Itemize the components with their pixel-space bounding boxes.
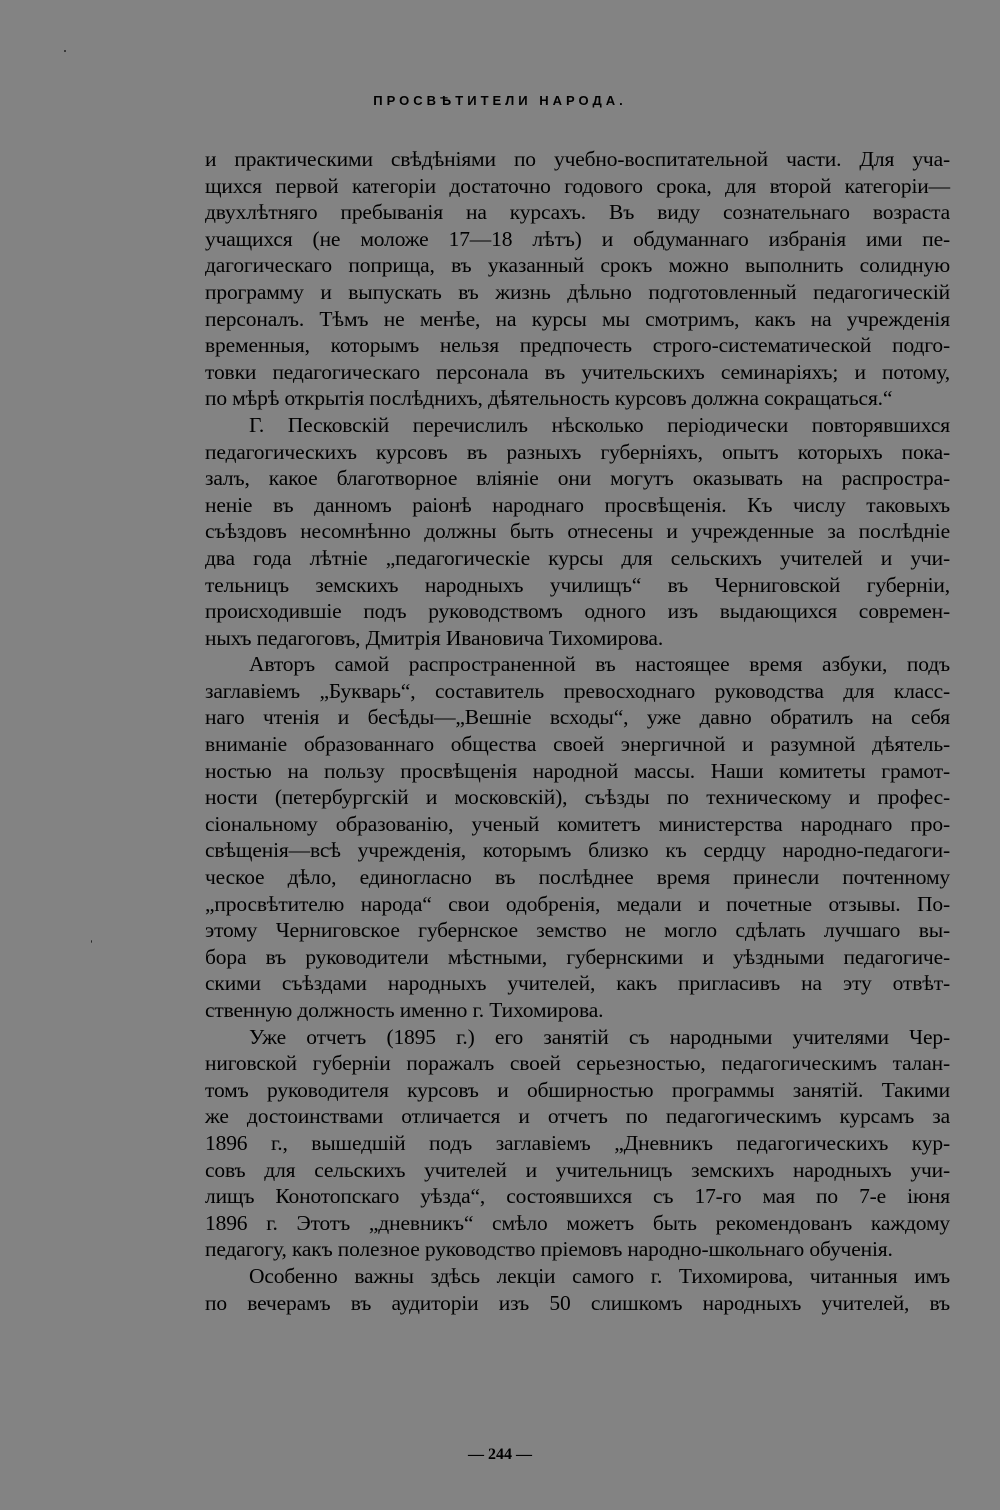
- text-line: щихся первой категоріи достаточно годового срока, для второй категоріи—: [205, 173, 950, 198]
- page-number: — 244 —: [468, 1446, 532, 1463]
- text-line: наго чтенія и бесѣды—„Вешніе всходы“, уже давно обратилъ на себя: [205, 705, 950, 730]
- text-line: заглавіемъ „Букварь“, составитель превосходнаго руководства для класс-: [205, 678, 950, 703]
- text-line: Уже отчетъ (1895 г.) его занятій съ народными учителями Чер-: [249, 1024, 950, 1049]
- running-head: ПРОСВѢТИТЕЛИ НАРОДА.: [373, 93, 627, 108]
- text-line: ныхъ педагоговъ, Дмитрія Ивановича Тихомирова.: [205, 625, 664, 650]
- body-text: [205, 146, 950, 1316]
- text-line: „просвѣтителю народа“ свои одобренія, медали и почетные отзывы. По-: [205, 891, 950, 916]
- text-line: учащихся (не моложе 17—18 лѣтъ) и обдуманнаго избранія ими пе-: [205, 226, 950, 251]
- text-line: товки педагогическаго персонала въ учительскихъ семинаріяхъ; и потому,: [205, 359, 950, 384]
- text-line: происходившіе подъ руководствомъ одного изъ выдающихся современ-: [205, 599, 950, 624]
- text-line: педагогическихъ курсовъ въ разныхъ губерніяхъ, опытъ которыхъ пока-: [205, 439, 950, 464]
- text-line: неніе въ данномъ раіонѣ народнаго просвѣщенія. Къ числу таковыхъ: [205, 492, 950, 517]
- text-line: совъ для сельскихъ учителей и учительницъ земскихъ народныхъ учи-: [205, 1157, 950, 1182]
- paragraph: [205, 412, 950, 651]
- text-line: ственную должность именно г. Тихомирова.: [205, 998, 604, 1022]
- text-line: педагогу, какъ полезное руководство пріемовъ народно-школьнаго обученія.: [205, 1237, 893, 1262]
- paragraph: [205, 1263, 950, 1316]
- text-line: бора въ руководители мѣстными, губернскими и уѣздными педагогиче-: [205, 944, 950, 969]
- text-line: ностью на пользу просвѣщенія народной массы. Наши комитеты грамот-: [205, 758, 950, 783]
- text-line: Авторъ самой распространенной въ настоящее время азбуки, подъ: [249, 652, 950, 677]
- text-line: скими съѣздами народныхъ учителей, какъ пригласивъ на эту отвѣт-: [205, 971, 950, 996]
- text-line: 1896 г. Этотъ „дневникъ“ смѣло можетъ быть рекомендованъ каждому: [205, 1210, 950, 1235]
- text-line: по мѣрѣ открытія послѣднихъ, дѣятельность курсовъ должна сокращаться.“: [205, 386, 893, 411]
- text-line: программу и выпускать въ жизнь дѣльно подготовленный педагогическій: [205, 279, 950, 304]
- text-line: съѣздовъ несомнѣнно должны быть отнесены и учрежденные за послѣдніе: [205, 519, 950, 544]
- text-line: ности (петербургскій и московскій), съѣзды по техническому и профес-: [205, 785, 950, 810]
- text-line: временныя, которымъ нельзя предпочесть строго-систематической подго-: [205, 333, 950, 358]
- text-line: свѣщенія—всѣ учрежденія, которымъ близко къ сердцу народно-педагоги-: [205, 838, 950, 863]
- text-line: томъ руководителя курсовъ и обширностью программы занятій. Такими: [205, 1077, 950, 1102]
- text-line: сіональному образованію, ученый комитетъ министерства народнаго про-: [205, 811, 950, 836]
- paragraph: [205, 1024, 950, 1263]
- text-line: персоналъ. Тѣмъ не менѣе, на курсы мы смотримъ, какъ на учрежденія: [205, 306, 950, 331]
- text-line: Особенно важны здѣсь лекціи самого г. Тихомирова, читанныя имъ: [249, 1263, 950, 1288]
- text-line: Г. Песковскій перечислилъ нѣсколько періодически повторявшихся: [249, 412, 950, 437]
- text-line: этому Черниговское губернское земство не могло сдѣлать лучшаго вы-: [205, 918, 950, 943]
- text-line: тельницъ земскихъ народныхъ училищъ“ въ Черниговской губерніи,: [205, 572, 950, 597]
- paper-speck: [91, 940, 92, 943]
- text-line: дагогическаго поприща, въ указанный срокъ можно выполнить солидную: [205, 253, 950, 278]
- paper-speck: [64, 50, 66, 52]
- text-line: 1896 г., вышедшій подъ заглавіемъ „Дневникъ педагогическихъ кур-: [205, 1130, 950, 1155]
- text-line: лищъ Конотопскаго уѣзда“, состоявшихся съ 17-го мая по 7-е іюня: [205, 1184, 950, 1209]
- text-line: залъ, какое благотворное вліяніе они могутъ оказывать на распростра-: [205, 466, 950, 491]
- paragraph: [205, 651, 950, 1023]
- paragraph: [205, 146, 950, 412]
- text-line: ниговской губерніи поражалъ своей серьезностью, педагогическимъ талан-: [205, 1051, 950, 1076]
- text-line: же достоинствами отличается и отчетъ по педагогическимъ курсамъ за: [205, 1104, 950, 1129]
- text-line: вниманіе образованнаго общества своей энергичной и разумной дѣятель-: [205, 732, 950, 757]
- text-line: ческое дѣло, единогласно въ послѣднее время принесли почтенному: [205, 865, 950, 890]
- text-line: по вечерамъ въ аудиторіи изъ 50 слишкомъ народныхъ учителей, въ: [205, 1290, 950, 1315]
- text-line: два года лѣтніе „педагогическіе курсы для сельскихъ учителей и учи-: [205, 545, 950, 570]
- text-line: и практическими свѣдѣніями по учебно-воспитательной части. Для уча-: [205, 147, 950, 171]
- text-line: двухлѣтняго пребыванія на курсахъ. Въ виду сознательнаго возраста: [205, 200, 950, 225]
